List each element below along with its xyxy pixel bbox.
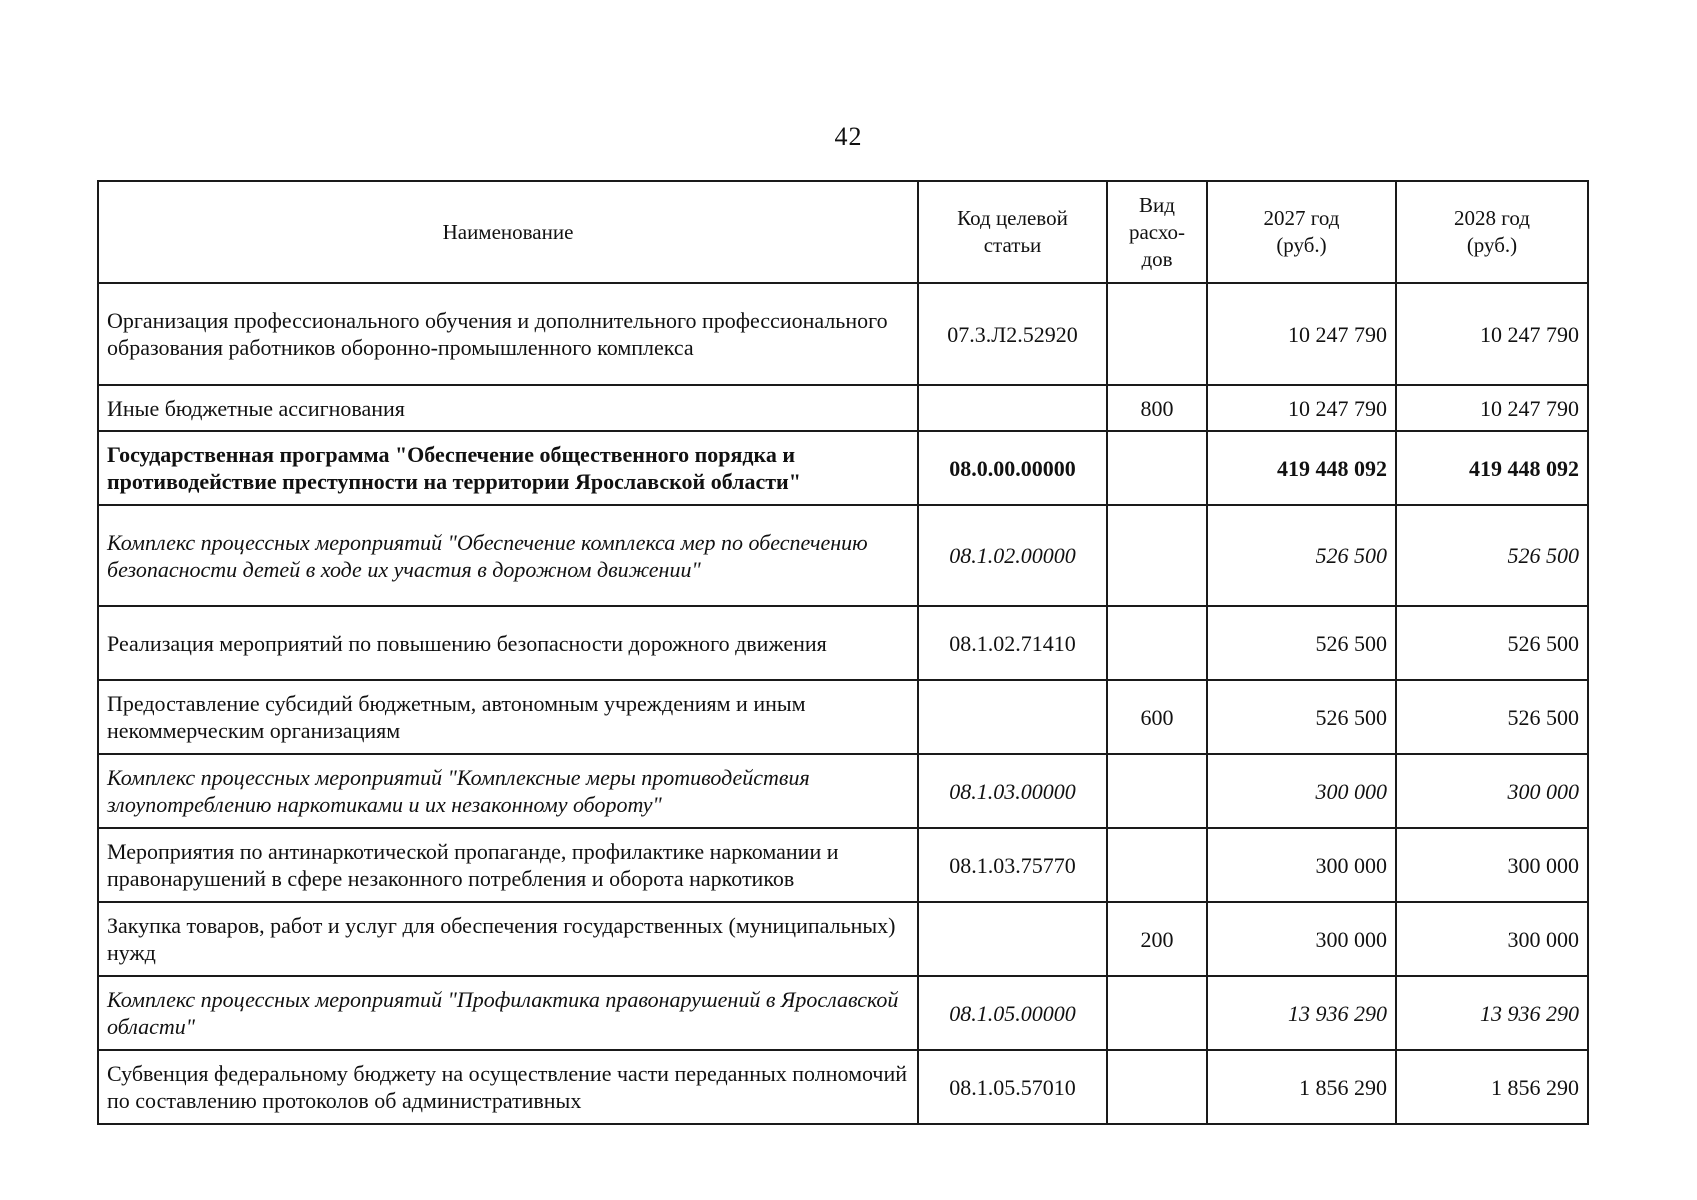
- row-2027: 526 500: [1207, 680, 1396, 754]
- table-row: [98, 385, 1588, 431]
- header-name: Наименование: [98, 181, 918, 283]
- row-name: Закупка товаров, работ и услуг для обеспечения государственных (муниципальных) нужд: [98, 902, 918, 976]
- table-row: [98, 606, 1588, 680]
- row-type: [1107, 828, 1207, 902]
- row-code: 08.1.05.57010: [918, 1050, 1107, 1124]
- row-type: 800: [1107, 385, 1207, 431]
- row-name: Комплекс процессных мероприятий "Обеспечение комплекса мер по обеспечению безопасности детей в ходе их участия в дорожном движении": [98, 505, 918, 606]
- row-code: 08.0.00.00000: [918, 431, 1107, 505]
- row-2027: 300 000: [1207, 828, 1396, 902]
- row-2028: 1 856 290: [1396, 1050, 1588, 1124]
- table-row-program: [98, 431, 1588, 505]
- row-code: [918, 385, 1107, 431]
- row-type: [1107, 283, 1207, 385]
- header-code: Код целевой статьи: [918, 181, 1107, 283]
- row-2028: 10 247 790: [1396, 283, 1588, 385]
- row-2027: 526 500: [1207, 505, 1396, 606]
- row-code: [918, 680, 1107, 754]
- row-name: Мероприятия по антинаркотической пропаганде, профилактике наркомании и правонарушений в сфере незаконного потребления и оборота наркотиков: [98, 828, 918, 902]
- row-name: Государственная программа "Обеспечение общественного порядка и противодействие преступности на территории Ярославской области": [98, 431, 918, 505]
- row-code: 08.1.02.71410: [918, 606, 1107, 680]
- row-2028: 13 936 290: [1396, 976, 1588, 1050]
- table-row: [98, 828, 1588, 902]
- row-name: Реализация мероприятий по повышению безопасности дорожного движения: [98, 606, 918, 680]
- row-2028: 419 448 092: [1396, 431, 1588, 505]
- row-type: [1107, 976, 1207, 1050]
- row-name: Субвенция федеральному бюджету на осуществление части переданных полномочий по составлению протоколов об административных: [98, 1050, 918, 1124]
- row-2027: 419 448 092: [1207, 431, 1396, 505]
- row-2027: 10 247 790: [1207, 385, 1396, 431]
- row-2027: 13 936 290: [1207, 976, 1396, 1050]
- row-code: 08.1.03.75770: [918, 828, 1107, 902]
- row-type: [1107, 754, 1207, 828]
- row-type: 600: [1107, 680, 1207, 754]
- row-name: Комплекс процессных мероприятий "Комплексные меры противодействия злоупотреблению наркотиками и их незаконному обороту": [98, 754, 918, 828]
- header-2027: 2027 год (руб.): [1207, 181, 1396, 283]
- row-type: 200: [1107, 902, 1207, 976]
- row-name: Предоставление субсидий бюджетным, автономным учреждениям и иным некоммерческим организациям: [98, 680, 918, 754]
- row-code: [918, 902, 1107, 976]
- row-2028: 300 000: [1396, 754, 1588, 828]
- table-row: [98, 680, 1588, 754]
- header-type: Вид расхо- дов: [1107, 181, 1207, 283]
- row-name: Комплекс процессных мероприятий "Профилактика правонарушений в Ярославской области": [98, 976, 918, 1050]
- row-2027: 300 000: [1207, 754, 1396, 828]
- row-type: [1107, 1050, 1207, 1124]
- table-row: [98, 902, 1588, 976]
- row-code: 08.1.02.00000: [918, 505, 1107, 606]
- row-2028: 526 500: [1396, 680, 1588, 754]
- row-2027: 1 856 290: [1207, 1050, 1396, 1124]
- row-code: 07.3.Л2.52920: [918, 283, 1107, 385]
- table-row: [98, 1050, 1588, 1124]
- row-name: Организация профессионального обучения и дополнительного профессионального образования работников оборонно-промышленного комплекса: [98, 283, 918, 385]
- row-2028: 300 000: [1396, 902, 1588, 976]
- row-2027: 526 500: [1207, 606, 1396, 680]
- budget-table: [97, 180, 1589, 1125]
- table-row-complex: [98, 976, 1588, 1050]
- table-row-complex: [98, 505, 1588, 606]
- page-number: 42: [834, 122, 863, 151]
- row-type: [1107, 431, 1207, 505]
- row-2028: 300 000: [1396, 828, 1588, 902]
- table-header-row: [98, 181, 1588, 283]
- table-row-complex: [98, 754, 1588, 828]
- row-type: [1107, 505, 1207, 606]
- row-2027: 10 247 790: [1207, 283, 1396, 385]
- table-row: [98, 283, 1588, 385]
- row-2027: 300 000: [1207, 902, 1396, 976]
- row-2028: 10 247 790: [1396, 385, 1588, 431]
- row-2028: 526 500: [1396, 606, 1588, 680]
- row-code: 08.1.05.00000: [918, 976, 1107, 1050]
- row-type: [1107, 606, 1207, 680]
- row-code: 08.1.03.00000: [918, 754, 1107, 828]
- row-name: Иные бюджетные ассигнования: [98, 385, 918, 431]
- header-2028: 2028 год (руб.): [1396, 181, 1588, 283]
- row-2028: 526 500: [1396, 505, 1588, 606]
